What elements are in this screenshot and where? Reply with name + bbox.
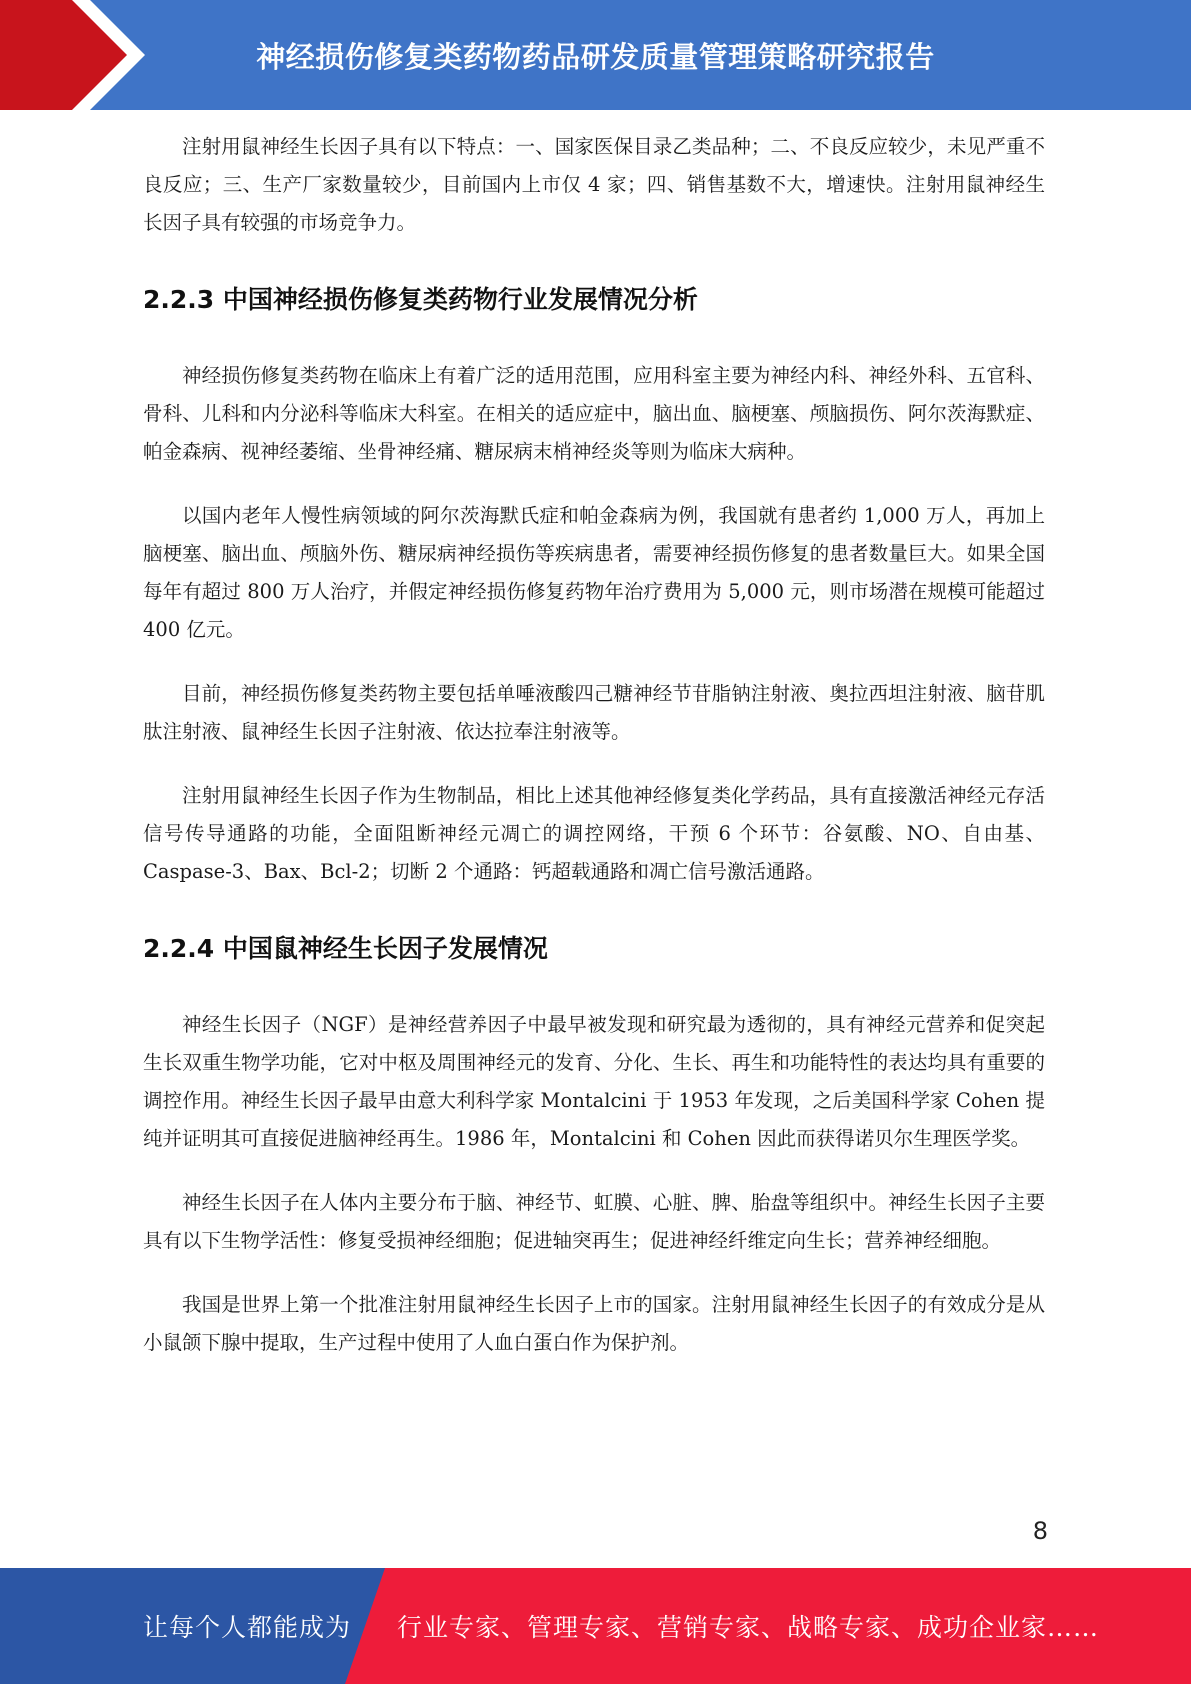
section-heading-2-2-4: 2.2.4 中国鼠神经生长因子发展情况 xyxy=(143,934,548,963)
header-chevron-decoration xyxy=(0,0,150,110)
paragraph-clinical-scope: 神经损伤修复类药物在临床上有着广泛的适用范围，应用科室主要为神经内科、神经外科、五官科、骨科、儿科和内分泌科等临床大科室。在相关的适应症中，脑出血、脑梗塞、颅脑损伤、阿尔茨海默症、帕金森病、视神经萎缩、坐骨神经痛、糖尿病末梢神经炎等则为临床大病种。 xyxy=(143,364,1045,463)
paragraph-first-approval: 我国是世界上第一个批准注射用鼠神经生长因子上市的国家。注射用鼠神经生长因子的有效成分是从小鼠颌下腺中提取，生产过程中使用了人血白蛋白作为保护剂。 xyxy=(143,1293,1045,1354)
report-title: 神经损伤修复类药物药品研发质量管理策略研究报告 xyxy=(256,39,935,74)
page-footer xyxy=(0,1568,1191,1684)
paragraph-drug-list: 目前，神经损伤修复类药物主要包括单唾液酸四己糖神经节苷脂钠注射液、奥拉西坦注射液、脑苷肌肽注射液、鼠神经生长因子注射液、依达拉奉注射液等。 xyxy=(143,682,1045,743)
page-header xyxy=(0,0,1191,110)
footer-slogan-right: 行业专家、管理专家、营销专家、战略专家、成功企业家…… xyxy=(397,1613,1100,1642)
paragraph-market-size: 以国内老年人慢性病领域的阿尔茨海默氏症和帕金森病为例，我国就有患者约 1,000 万人，再加上脑梗塞、脑出血、颅脑外伤、糖尿病神经损伤等疾病患者，需要神经损伤修复的患者数量巨大。如果全国每年有超过 800 万人治疗，并假定神经损伤修复药物年治疗费用为 5,000 元，则市场潜在规模可能超过 400 亿元。 xyxy=(143,504,1045,641)
paragraph-ngf-features: 注射用鼠神经生长因子具有以下特点：一、国家医保目录乙类品种；二、不良反应较少，未见严重不良反应；三、生产厂家数量较少，目前国内上市仅 4 家；四、销售基数不大，增速快。注射用鼠神经生长因子具有较强的市场竞争力。 xyxy=(143,135,1045,234)
page-number: 8 xyxy=(1032,1517,1048,1545)
paragraph-mechanism: 注射用鼠神经生长因子作为生物制品，相比上述其他神经修复类化学药品，具有直接激活神经元存活信号传导通路的功能，全面阻断神经元凋亡的调控网络，干预 6 个环节：谷氨酸、NO、自由基、Caspase-3、Bax、Bcl-2；切断 2 个通路：钙超载通路和凋亡信号激活通路。 xyxy=(143,784,1045,883)
section-heading-2-2-3: 2.2.3 中国神经损伤修复类药物行业发展情况分析 xyxy=(143,285,698,314)
paragraph-ngf-history: 神经生长因子（NGF）是神经营养因子中最早被发现和研究最为透彻的，具有神经元营养和促突起生长双重生物学功能，它对中枢及周围神经元的发育、分化、生长、再生和功能特性的表达均具有重要的调控作用。神经生长因子最早由意大利科学家 Montalcini 于 1953 年发现，之后美国科学家 Cohen 提纯并证明其可直接促进脑神经再生。1986 年，Montalcini 和 Cohen 因此而获得诺贝尔生理医学奖。 xyxy=(143,1013,1045,1150)
document-body xyxy=(143,128,1045,1362)
footer-slogan-left: 让每个人都能成为 xyxy=(143,1613,352,1642)
paragraph-ngf-distribution: 神经生长因子在人体内主要分布于脑、神经节、虹膜、心脏、脾、胎盘等组织中。神经生长因子主要具有以下生物学活性：修复受损神经细胞；促进轴突再生；促进神经纤维定向生长；营养神经细胞。 xyxy=(143,1191,1045,1252)
